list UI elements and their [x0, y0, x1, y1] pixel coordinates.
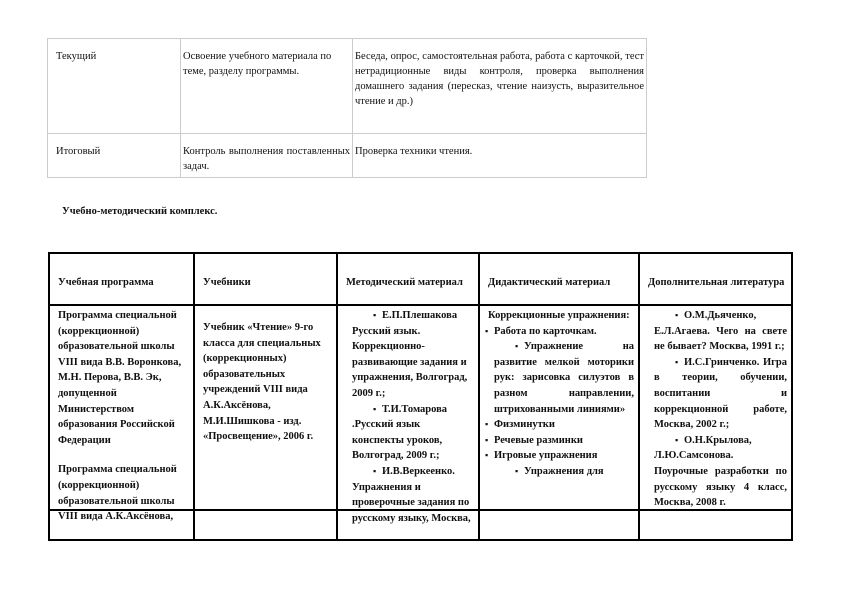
method-item: ▪ И.В.Веркеенко. Упражнения и проверочные задания по русскому языку, Москва, [346, 464, 474, 526]
didactic-item: ▪ Упражнения для [488, 464, 634, 480]
didactic-item: ▪ Упражнение на развитие мелкой моторики рук: зарисовка силуэтов в разном направлении, штрихованными линиями» [488, 339, 634, 417]
header-program: Учебная программа [49, 253, 194, 305]
textbook-text: Учебник «Чтение» 9-го класса для специальных (коррекционных) образовательных учреждений VIII вида А.К.Аксёнова, М.И.Шишкова - изд. «Просвещение», 2006 г. [203, 322, 321, 443]
control-forms: Беседа, опрос, самостоятельная работа, работа с карточкой, тест нетрадиционные виды контроля, проверка выполнения домашнего задания (пересказ, чтение наизусть, выразительное чтение и др.) [353, 39, 647, 134]
control-type: Итоговый [48, 134, 181, 178]
didactic-intro: Коррекционные упражнения: [488, 310, 630, 321]
control-content: Освоение учебного материала по теме, разделу программы. [181, 39, 353, 134]
program-cell [49, 305, 194, 540]
textbook-cell [194, 305, 337, 540]
table-row [48, 134, 647, 178]
method-cell [337, 305, 479, 540]
header-extra: Дополнительная литература [639, 253, 792, 305]
umk-table [48, 252, 793, 541]
table-row [48, 39, 647, 134]
method-item: ▪ Е.П.Плешакова Русский язык. Коррекционно-развивающие задания и упражнения, Волгоград, 2009 г.; [346, 308, 474, 402]
umk-table-wrapper [48, 252, 793, 524]
table-row [49, 305, 792, 540]
control-content: Контроль выполнения поставленных задач. [181, 134, 353, 178]
header-textbooks: Учебники [194, 253, 337, 305]
didactic-item: ▪ Игровые упражнения [488, 448, 634, 464]
didactic-cell [479, 305, 639, 540]
table-header-row [49, 253, 792, 305]
program-item: Программа специальной (коррекционной) образовательной школы VIII вида В.В. Воронкова, М.Н. Перова, В.В. Эк, допущенной Министерством образования Российской Федерации [58, 310, 182, 446]
control-forms: Проверка техники чтения. [353, 134, 647, 178]
program-item: Программа специальной (коррекционной) образовательной школы VIII вида А.К.Аксёнова, [58, 464, 177, 523]
control-type: Текущий [48, 39, 181, 134]
extra-item: ▪ И.С.Гринченко. Игра в теории, обучении, воспитании и коррекционной работе, Москва, 2002 г.; [648, 355, 787, 433]
section-heading: Учебно-методический комплекс. [62, 206, 218, 217]
control-table [47, 38, 647, 178]
header-didactic: Дидактический материал [479, 253, 639, 305]
didactic-item: ▪ Речевые разминки [488, 433, 634, 449]
header-method: Методический материал [337, 253, 479, 305]
extra-item: ▪ О.Н.Крылова, Л.Ю.Самсонова. Поурочные разработки по русскому языку 4 класс, Москва, 2008 г. [648, 433, 787, 511]
didactic-item: ▪ Работа по карточкам. [488, 324, 634, 340]
didactic-item: ▪ Физминутки [488, 417, 634, 433]
extra-item: ▪ О.М.Дьяченко, Е.Л.Агаева. Чего на свете не бывает? Москва, 1991 г.; [648, 308, 787, 355]
extra-cell [639, 305, 792, 540]
method-item: ▪ Т.И.Томарова .Русский язык конспекты уроков, Волгоград, 2009 г.; [346, 402, 474, 464]
